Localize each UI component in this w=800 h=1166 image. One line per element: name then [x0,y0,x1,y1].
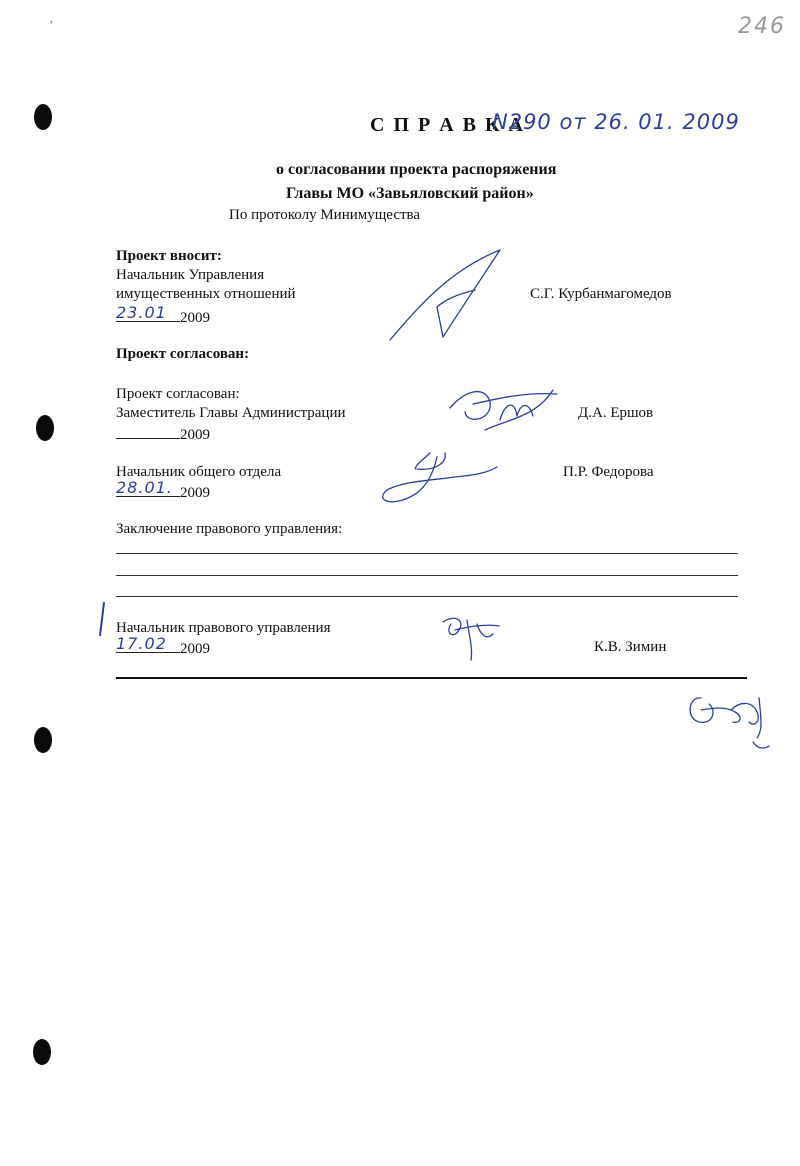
section-heading: Проект вносит: [116,248,222,264]
date-year: 2009 [180,310,210,326]
signatory-name: С.Г. Курбанмагомедов [530,286,672,302]
date-year: 2009 [180,641,210,657]
date-year: 2009 [180,485,210,501]
margin-number: 246 [738,14,786,39]
date-line [116,634,210,658]
signatory-name: П.Р. Федорова [563,464,654,480]
punch-hole [34,727,52,753]
signatory-name: Д.А. Ершов [578,405,654,421]
protocol-line: По протоколу Минимущества [229,207,421,223]
handwritten-date: 23.01 [116,303,167,322]
position-title: Начальник правового управления [116,620,331,636]
signatory-name: К.В. Зимин [594,639,667,655]
conclusion-line [116,596,738,597]
position-title: Заместитель Главы Администрации [116,405,346,421]
approval-intro: Проект согласован: [116,386,240,402]
date-year: 2009 [180,427,210,443]
signature [385,245,515,345]
position-title: Начальник общего отдела [116,464,282,480]
position-title: имущественных отношений [116,286,296,302]
conclusion-line [116,575,738,576]
handwritten-date: 17.02 [116,634,167,653]
signature [445,380,565,440]
date-line [116,478,210,502]
signature [375,445,505,515]
punch-hole [33,1039,51,1065]
document-number-handwritten: N290 от 26. 01. 2009 [492,110,740,134]
punch-hole [34,104,52,130]
initials [683,690,783,755]
document-subtitle: о согласовании проекта распоряжения [276,161,557,178]
conclusion-line [116,553,738,554]
date-blank [116,478,180,497]
document-title: С П Р А В К А [370,114,525,136]
bottom-rule [116,677,747,679]
section-heading: Проект согласован: [116,346,250,362]
date-blank [116,634,180,653]
scan-speck: , [50,14,53,25]
handwritten-date: 28.01. [116,478,173,497]
date-line [116,303,210,327]
conclusion-label: Заключение правового управления: [116,521,343,537]
date-blank [116,424,180,439]
date-blank [116,303,180,322]
pen-mark [99,602,105,636]
position-title: Начальник Управления [116,267,265,283]
document-subtitle: Главы МО «Завьяловский район» [286,185,534,202]
punch-hole [36,415,54,441]
date-line [116,424,210,444]
signature [437,610,507,665]
